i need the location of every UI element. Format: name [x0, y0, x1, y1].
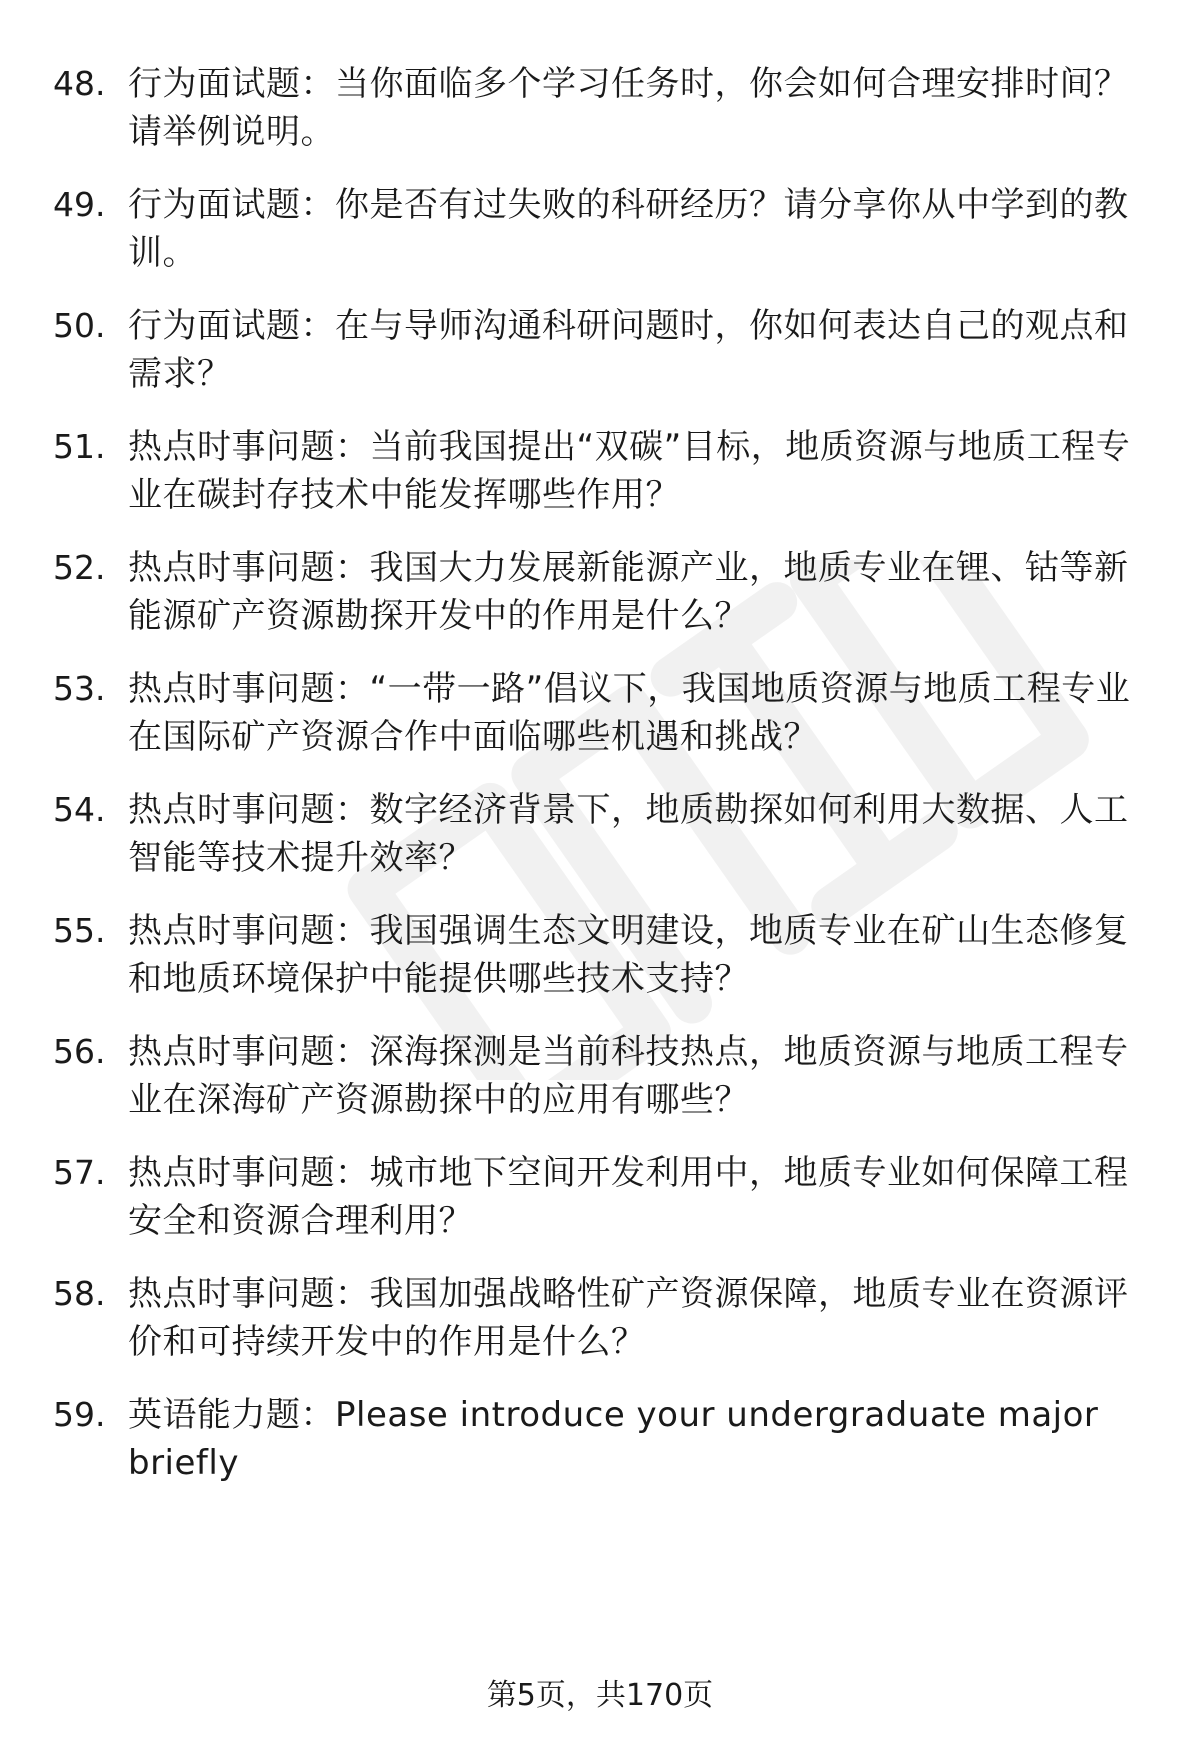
question-text: 热点时事问题：城市地下空间开发利用中，地质专业如何保障工程安全和资源合理利用？	[128, 1153, 1129, 1241]
question-item-54	[53, 786, 1153, 907]
question-text: 热点时事问题：我国强调生态文明建设，地质专业在矿山生态修复和地质环境保护中能提供哪些技术支持？	[128, 911, 1129, 999]
question-number: 50.	[53, 306, 106, 345]
question-number: 55.	[53, 911, 106, 950]
question-number: 59.	[53, 1395, 106, 1434]
question-item-56	[53, 1028, 1153, 1149]
question-number: 56.	[53, 1032, 106, 1071]
question-number: 58.	[53, 1274, 106, 1313]
question-text: 热点时事问题：我国大力发展新能源产业，地质专业在锂、钴等新能源矿产资源勘探开发中的作用是什么？	[128, 548, 1129, 636]
question-text: 行为面试题：在与导师沟通科研问题时，你如何表达自己的观点和需求？	[128, 306, 1129, 394]
question-number: 49.	[53, 185, 106, 224]
question-item-59	[53, 1391, 1153, 1512]
question-text: 热点时事问题：数字经济背景下，地质勘探如何利用大数据、人工智能等技术提升效率？	[128, 790, 1129, 878]
question-item-49	[53, 181, 1153, 302]
question-item-52	[53, 544, 1153, 665]
question-item-51	[53, 423, 1153, 544]
question-text: 热点时事问题：我国加强战略性矿产资源保障，地质专业在资源评价和可持续开发中的作用是什么？	[128, 1274, 1129, 1362]
question-item-55	[53, 907, 1153, 1028]
question-number: 53.	[53, 669, 106, 708]
question-item-58	[53, 1270, 1153, 1391]
question-text: 英语能力题：Please introduce your undergraduate major briefly	[128, 1395, 1099, 1483]
question-list	[53, 60, 1153, 1512]
question-number: 48.	[53, 64, 106, 103]
question-number: 57.	[53, 1153, 106, 1192]
question-number: 52.	[53, 548, 106, 587]
question-number: 51.	[53, 427, 106, 466]
question-item-57	[53, 1149, 1153, 1270]
question-item-50	[53, 302, 1153, 423]
question-text: 热点时事问题：“一带一路”倡议下，我国地质资源与地质工程专业在国际矿产资源合作中面临哪些机遇和挑战？	[128, 669, 1131, 757]
question-text: 热点时事问题：深海探测是当前科技热点，地质资源与地质工程专业在深海矿产资源勘探中的应用有哪些？	[128, 1032, 1129, 1120]
page-footer: 第5页，共170页	[486, 1678, 714, 1713]
question-item-53	[53, 665, 1153, 786]
question-text: 行为面试题：你是否有过失败的科研经历？请分享你从中学到的教训。	[128, 185, 1129, 273]
question-number: 54.	[53, 790, 106, 829]
question-item-48	[53, 60, 1153, 181]
question-text: 行为面试题：当你面临多个学习任务时，你会如何合理安排时间？请举例说明。	[128, 64, 1129, 152]
question-text: 热点时事问题：当前我国提出“双碳”目标，地质资源与地质工程专业在碳封存技术中能发挥哪些作用？	[128, 427, 1131, 515]
